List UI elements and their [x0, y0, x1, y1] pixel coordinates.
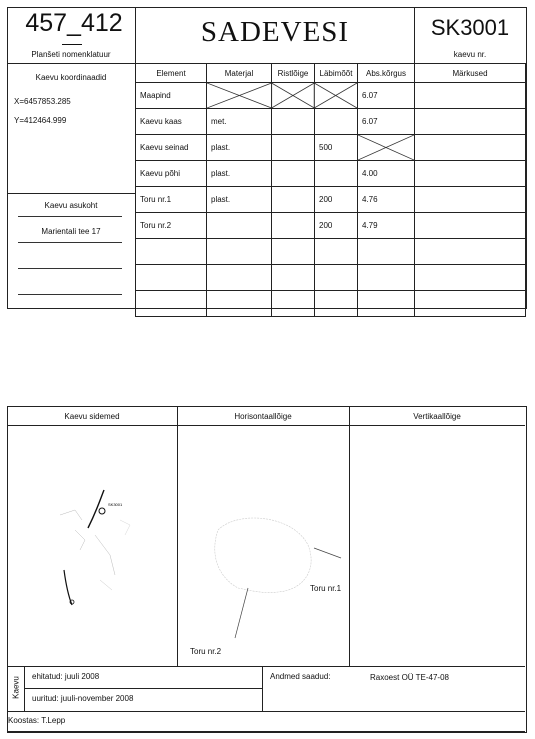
- cell-ristloige: [272, 161, 315, 187]
- cell-abs: [358, 239, 415, 265]
- sheet-number: 457_412: [25, 9, 123, 37]
- left-panel-mid-rule: [7, 193, 135, 194]
- cell-element: [136, 265, 207, 291]
- cell-abs: 6.07: [358, 109, 415, 135]
- cell-markused: [415, 161, 526, 187]
- footer-mid-divider: [262, 666, 263, 711]
- table-row: [136, 83, 526, 109]
- cell-element: Kaevu põhi: [136, 161, 207, 187]
- location-rule-4: [18, 294, 122, 295]
- header-abs-korgus: Abs.kõrgus: [358, 64, 415, 83]
- cell-markused: [415, 291, 526, 317]
- col-title-sidemed: Kaevu sidemed: [64, 412, 120, 421]
- cell-ristloige: [272, 265, 315, 291]
- author-rule: [7, 731, 525, 732]
- cell-element: [136, 291, 207, 317]
- cell-element: Kaevu kaas: [136, 109, 207, 135]
- cell-abs: [358, 291, 415, 317]
- footer-inner-rule: [24, 688, 262, 689]
- cell-abs: [358, 265, 415, 291]
- pipe-2-line: [235, 588, 248, 638]
- well-elements-table: [135, 63, 526, 317]
- well-id: SK3001: [430, 15, 510, 40]
- location-value: Marientali tee 17: [41, 227, 101, 236]
- header-ristloige: Ristlõige: [272, 64, 315, 83]
- coords-title: Kaevu koordinaadid: [35, 73, 107, 82]
- map-well-label: SK3001: [108, 502, 123, 507]
- cell-element: Toru nr.1: [136, 187, 207, 213]
- location-rule-1: [18, 216, 122, 217]
- cell-element: Kaevu seinad: [136, 135, 207, 161]
- author: Koostas: T.Lepp: [8, 716, 66, 725]
- well-caption: kaevu nr.: [453, 50, 487, 59]
- header-materjal: Materjal: [207, 64, 272, 83]
- cell-materjal: plast.: [207, 161, 272, 187]
- cell-labimoot: [315, 291, 358, 317]
- cell-markused: [415, 265, 526, 291]
- table-row: [136, 161, 526, 187]
- table-row: [136, 291, 526, 317]
- location-title: Kaevu asukoht: [44, 201, 98, 210]
- cell-labimoot: 200: [315, 213, 358, 239]
- cell-ristloige: [272, 109, 315, 135]
- cell-element: Toru nr.2: [136, 213, 207, 239]
- drawings-header-rule: [7, 425, 525, 426]
- sheet-number-underline: [62, 44, 82, 45]
- cross-mark: [358, 135, 414, 160]
- header-markused: Märkused: [415, 64, 526, 83]
- cell-materjal: [207, 265, 272, 291]
- page-title: SADEVESI: [200, 16, 350, 48]
- crossed-cell: [358, 135, 415, 161]
- cell-labimoot: 200: [315, 187, 358, 213]
- cell-markused: [415, 135, 526, 161]
- table-row: [136, 265, 526, 291]
- sheet-caption: Planšeti nomenklatuur: [31, 50, 111, 59]
- cell-abs: 4.76: [358, 187, 415, 213]
- footer-top-rule: [7, 666, 525, 667]
- horizontal-section-drawing: [178, 500, 348, 650]
- col-title-vertikaal: Vertikaallõige: [413, 412, 461, 421]
- footer-side-label: Kaevu: [11, 676, 21, 699]
- cell-materjal: [207, 213, 272, 239]
- data-from-value: Raxoest OÜ TE-47-08: [370, 673, 449, 682]
- cell-ristloige: [272, 291, 315, 317]
- built-date: ehitatud: juuli 2008: [32, 672, 100, 681]
- cell-markused: [415, 213, 526, 239]
- cell-materjal: plast.: [207, 187, 272, 213]
- cell-abs: 4.00: [358, 161, 415, 187]
- well-marker-icon: [99, 508, 105, 514]
- x-coordinate: X=6457853.285: [14, 97, 71, 106]
- cell-labimoot: 500: [315, 135, 358, 161]
- cell-element: [136, 239, 207, 265]
- cell-markused: [415, 187, 526, 213]
- surveyed-date: uuritud: juuli-november 2008: [32, 694, 134, 703]
- location-sketch-map: [40, 480, 160, 620]
- table-row: [136, 213, 526, 239]
- cell-ristloige: [272, 239, 315, 265]
- cell-materjal: [207, 239, 272, 265]
- table-row: [136, 109, 526, 135]
- pipe-1-line: [314, 548, 341, 558]
- cell-abs: 6.07: [358, 83, 415, 109]
- cell-markused: [415, 109, 526, 135]
- cell-materjal: [207, 291, 272, 317]
- table-row: [136, 239, 526, 265]
- cell-ristloige: [272, 213, 315, 239]
- y-coordinate: Y=412464.999: [14, 116, 67, 125]
- location-rule-2: [18, 242, 122, 243]
- cell-markused: [415, 239, 526, 265]
- cell-labimoot: [315, 239, 358, 265]
- table-header-row: [136, 64, 526, 83]
- header-labimoot: Läbimõõt: [315, 64, 358, 83]
- table-row: [136, 135, 526, 161]
- cell-materjal: met.: [207, 109, 272, 135]
- cell-materjal: plast.: [207, 135, 272, 161]
- location-rule-3: [18, 268, 122, 269]
- drawings-divider-2: [349, 406, 350, 666]
- cell-abs: 4.79: [358, 213, 415, 239]
- cell-markused: [415, 83, 526, 109]
- pipe-1-label: Toru nr.1: [310, 584, 342, 593]
- cross-mark: [207, 83, 357, 108]
- cell-element: Maapind: [136, 83, 207, 109]
- pipe-2-label: Toru nr.2: [190, 647, 222, 656]
- cell-ristloige: [272, 187, 315, 213]
- footer-bottom-rule: [7, 711, 525, 712]
- cell-labimoot: [315, 161, 358, 187]
- data-from-label: Andmed saadud:: [270, 672, 331, 681]
- cell-ristloige: [272, 135, 315, 161]
- cell-labimoot: [315, 109, 358, 135]
- cell-labimoot: [315, 265, 358, 291]
- header-element: Element: [136, 64, 207, 83]
- table-row: [136, 187, 526, 213]
- col-title-horisontaal: Horisontaallõige: [234, 412, 292, 421]
- crossed-cell: [207, 83, 358, 109]
